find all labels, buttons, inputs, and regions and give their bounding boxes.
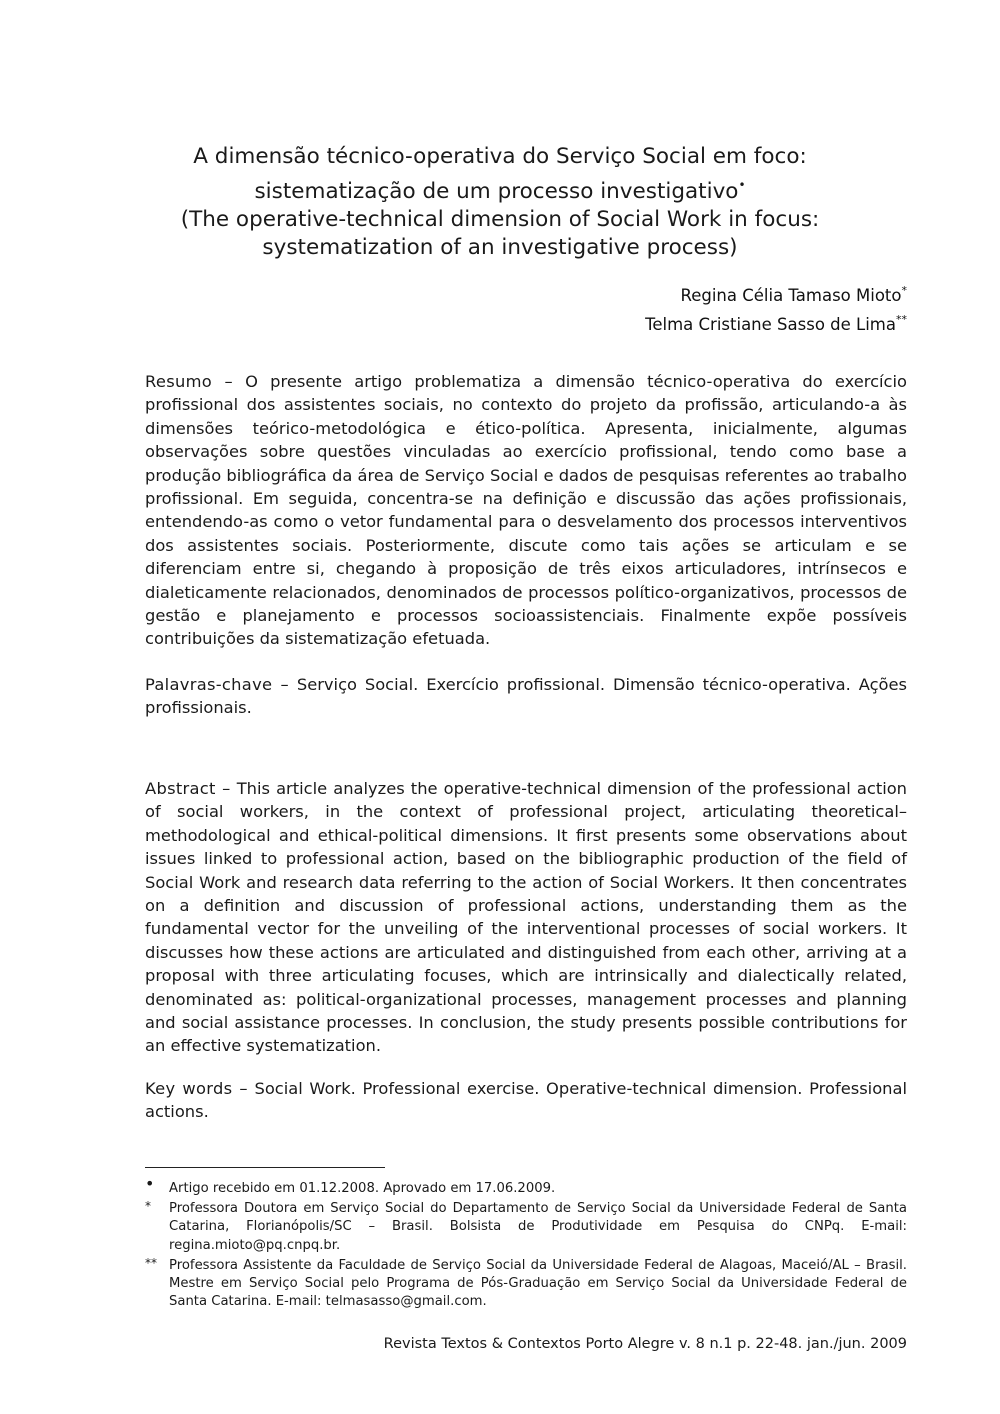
footnote-2 [145,1200,907,1255]
footnote-1-mark: • [145,1174,155,1193]
page-footer-citation: Revista Textos & Contextos Porto Alegre v. 8 n.1 p. 22-48. jan./jun. 2009 [383,1336,907,1352]
footnote-2-text: Professora Doutora em Serviço Social do Departamento de Serviço Social da Universidade Federal de Santa Catarina, Florianópolis/SC – Brasil. Bolsista de Produtividade em Pesquisa do CNPq. E-mail: regina.mioto@pq.cnpq.br. [169,1201,907,1253]
resumo-text: O presente artigo problematiza a dimensão técnico-operativa do exercício profissional dos assistentes sociais, no contexto do projeto da profissão, articulando-a às dimensões teórico-metodológica e ético-política. Apresenta, inicialmente, algumas observações sobre questões vinculadas ao exercício profissional, tendo como base a produção bibliográfica da área de Serviço Social e dados de pesquisas referentes ao trabalho profissional. Em seguida, concentra-se na definição e discussão das ações profissionais, entendendo-as como o vetor fundamental para o desvelamento dos processos interventivos dos assistentes sociais. Posteriormente, discute como tais ações se articulam e se diferenciam entre si, chegando à proposição de três eixos articuladores, intrínsecos e dialeticamente relacionados, denominados de processos político-organizativos, processos de gestão e planejamento e processos socioassistenciais. Finalmente expõe possíveis contribuições da sistematização efetuada. [145,372,907,649]
key-words-label: Key words – [145,1079,248,1098]
title-line-3: (The operative-technical dimension of Social Work in focus: [180,207,820,232]
footnote-1 [145,1174,907,1198]
footnote-2-mark: * [145,1199,151,1214]
author-1-mark: * [901,284,907,297]
author-list [645,279,907,337]
title-line-2 [100,171,900,206]
resumo-label: Resumo – [145,372,233,391]
abstract-paragraph [145,777,907,1058]
author-2-mark: ** [896,313,907,326]
title-line-2-text: sistematização de um processo investigativo [254,179,739,204]
footnote-divider [145,1167,385,1168]
key-words-text: Social Work. Professional exercise. Operative-technical dimension. Professional actions. [145,1079,907,1122]
key-words-paragraph [145,1077,907,1124]
footnotes [145,1174,907,1313]
author-1-name: Regina Célia Tamaso Mioto [680,286,902,305]
resumo-paragraph [145,370,907,651]
author-1 [645,279,907,308]
palavras-chave-paragraph [145,673,907,720]
footnote-1-text: Artigo recebido em 01.12.2008. Aprovado em 17.06.2009. [169,1181,556,1196]
title-line-1: A dimensão técnico-operativa do Serviço Social em foco: [193,144,807,169]
footnote-3-mark: ** [145,1255,157,1270]
footnote-3-text: Professora Assistente da Faculdade de Serviço Social da Universidade Federal de Alagoas, Maceió/AL – Brasil. Mestre em Serviço Social pelo Programa de Pós-Graduação em Serviço Social da Universidade Federal de Santa Catarina. E-mail: telmasasso@gmail.com. [169,1257,907,1310]
title-footnote-mark: • [738,178,746,192]
author-2 [645,308,907,337]
footnote-3 [145,1257,907,1312]
palavras-chave-label: Palavras-chave – [145,675,289,694]
palavras-chave-text: Serviço Social. Exercício profissional. Dimensão técnico-operativa. Ações profissionais. [145,675,907,718]
abstract-label: Abstract – [145,779,231,798]
title-line-4: systematization of an investigative process) [262,235,738,260]
article-title [100,143,900,262]
author-2-name: Telma Cristiane Sasso de Lima [645,315,896,334]
abstract-text: This article analyzes the operative-technical dimension of the professional action of social workers, in the context of professional project, articulating theoretical–methodological and ethical-political dimensions. It first presents some observations about issues linked to professional action, based on the bibliographic production of the field of Social Work and research data referring to the action of Social Workers. It then concentrates on a definition and discussion of professional actions, understanding them as the fundamental vector for the unveiling of the interventional processes of social workers. It discusses how these actions are articulated and distinguished from each other, arriving at a proposal with three articulating focuses, which are intrinsically and dialectically related, denominated as: political-organizational processes, management processes and planning and social assistance processes. In conclusion, the study presents possible contributions for an effective systematization. [145,779,908,1056]
